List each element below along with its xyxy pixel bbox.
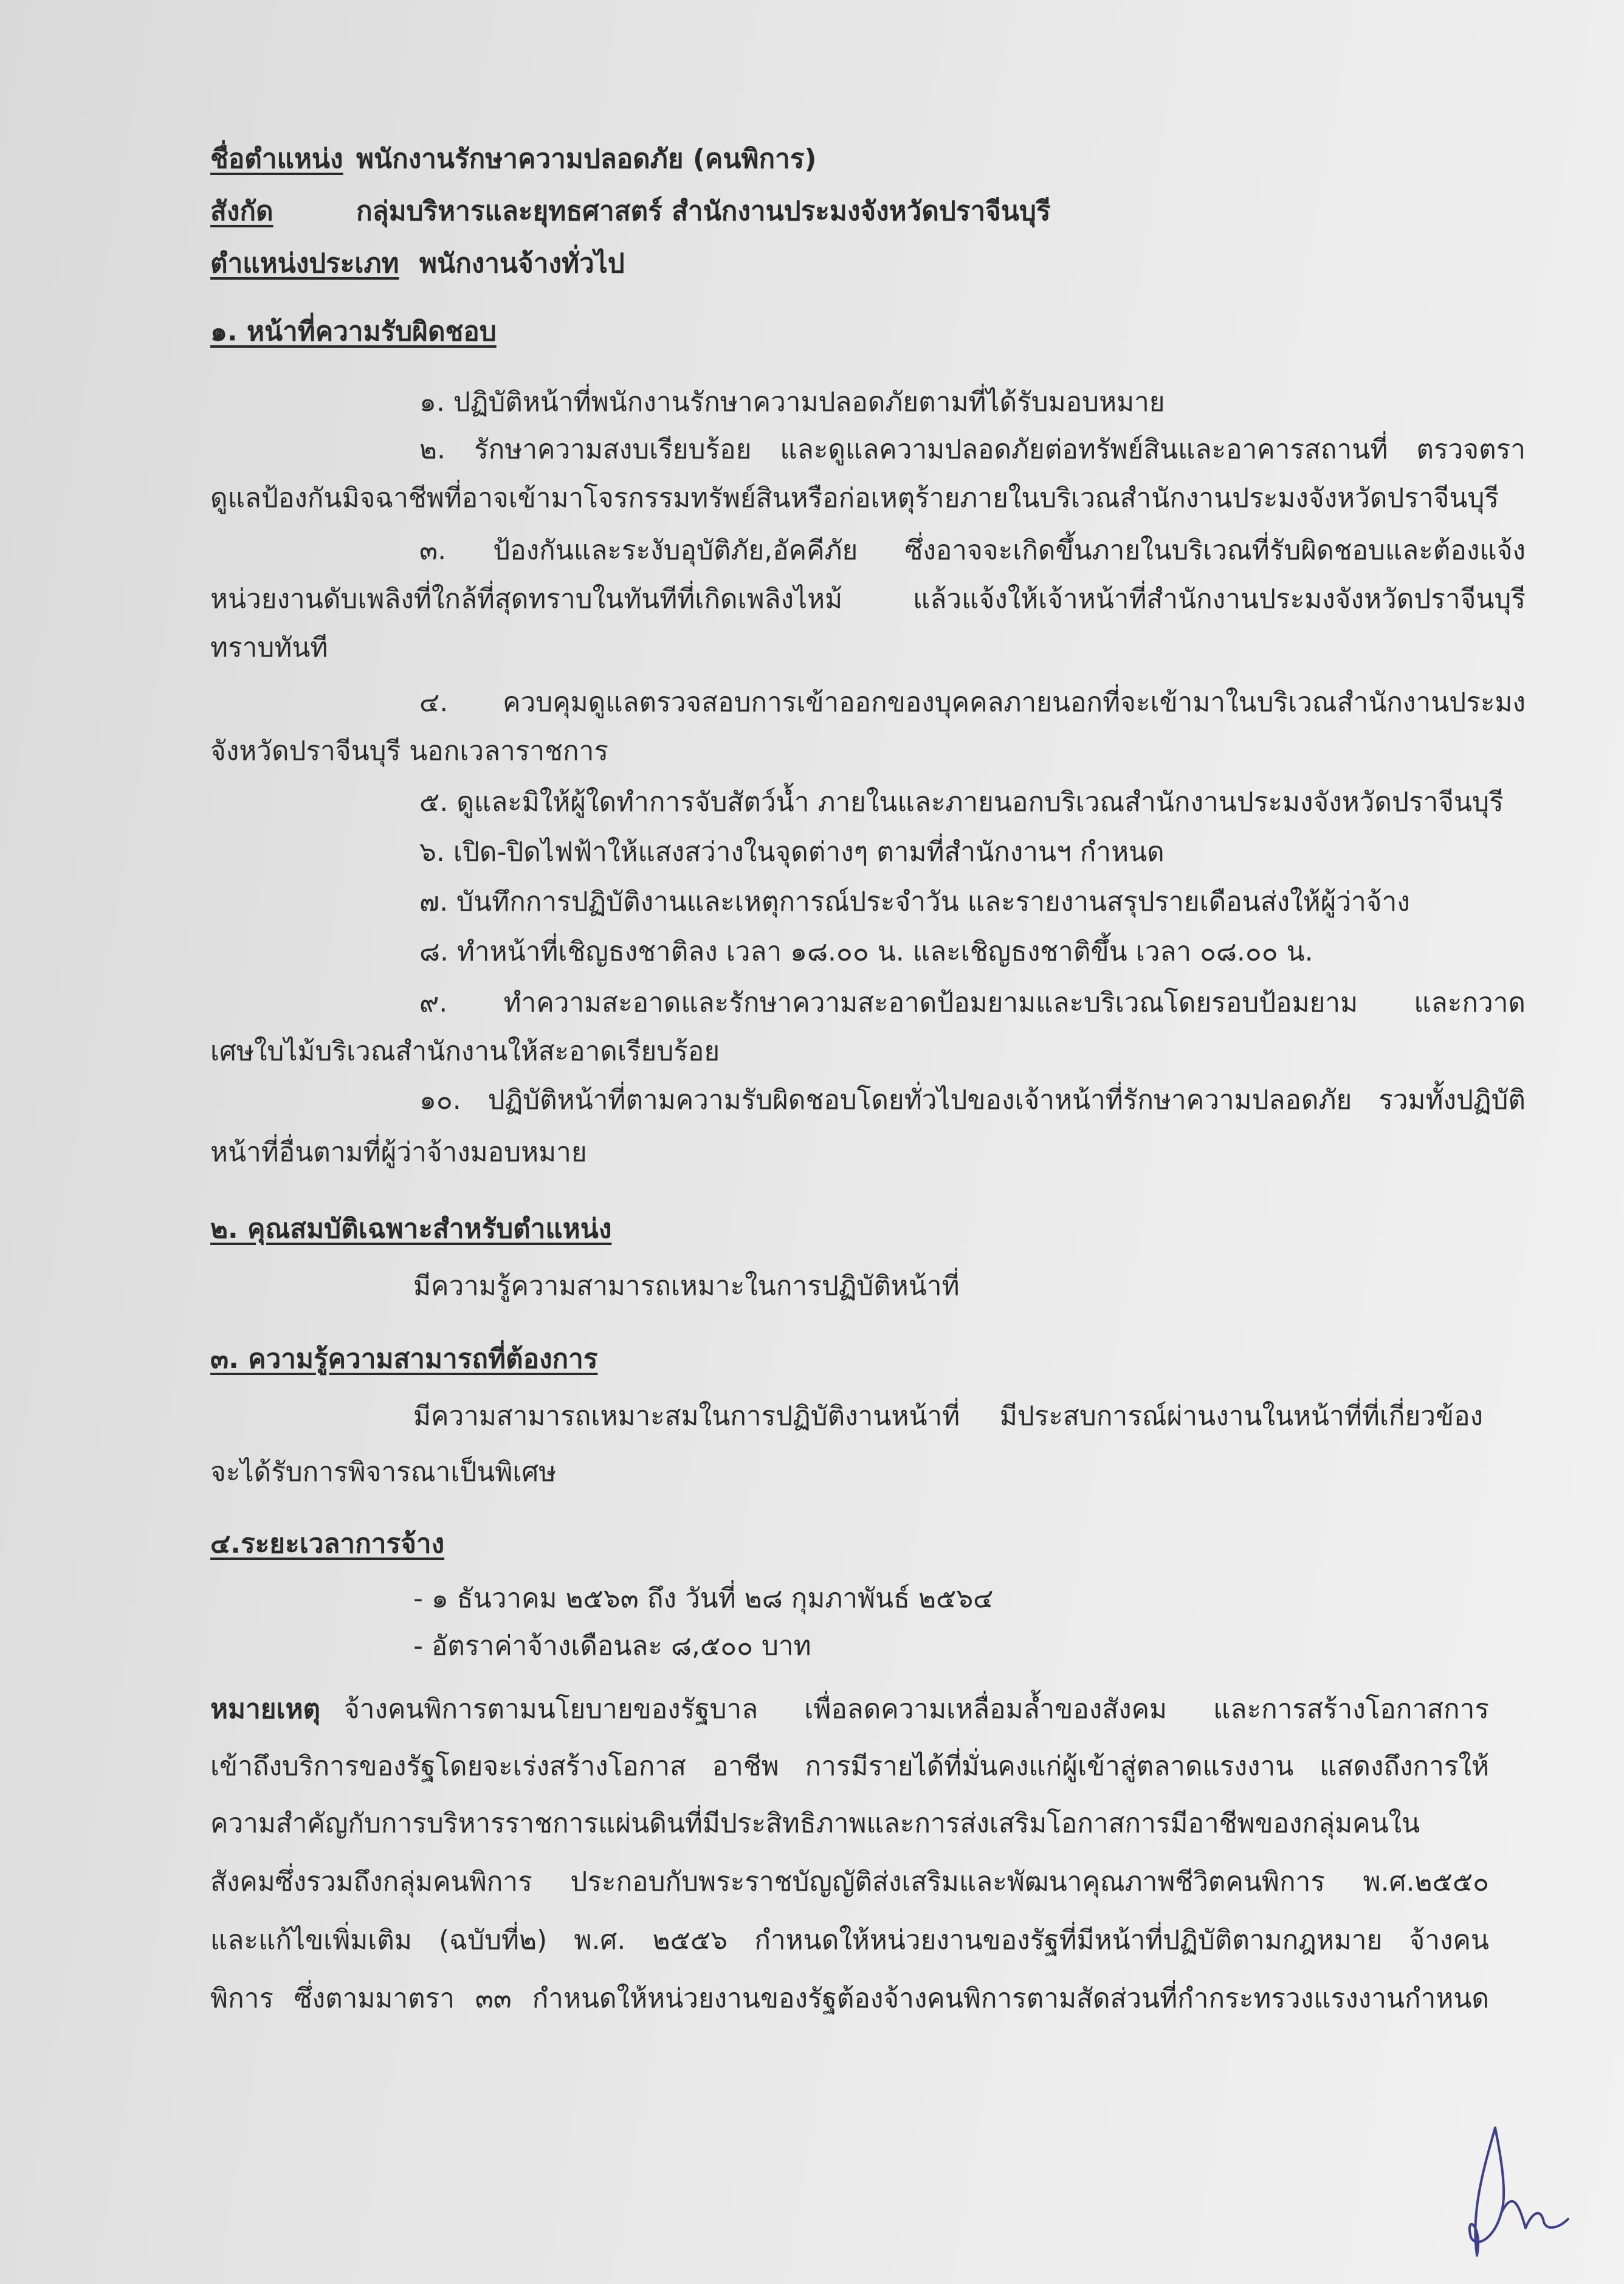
note-label: หมายเหตุ (210, 1694, 321, 1725)
section1-item4-line2: จังหวัดปราจีนบุรี นอกเวลาราชการ (210, 736, 608, 767)
position-value: พนักงานรักษาความปลอดภัย (คนพิการ) (356, 143, 817, 174)
handwritten-signature (1459, 2122, 1580, 2262)
section1-item2-line1: ๒. รักษาความสงบเรียบร้อย และดูแลความปลอดภัยต่อทรัพย์สินและอาคารสถานที่ ตรวจตรา (419, 434, 1526, 465)
note-line2: เข้าถึงบริการของรัฐโดยจะเร่งสร้างโอกาส อาชีพ การมีรายได้ที่มั่นคงแก่ผู้เข้าสู่ตลาดแรงงาน แสดงถึงการให้ (210, 1751, 1489, 1782)
position-label: ชื่อตำแหน่ง (210, 143, 343, 174)
note-line5: และแก้ไขเพิ่มเติม (ฉบับที่๒) พ.ศ. ๒๕๕๖ กำหนดให้หน่วยงานของรัฐที่มีหน้าที่ปฏิบัติตามกฎหมาย จ้างคน (210, 1925, 1489, 1956)
section3-body-line1: มีความสามารถเหมาะสมในการปฏิบัติงานหน้าที่ มีประสบการณ์ผ่านงานในหน้าที่ที่เกี่ยวข้อง (413, 1401, 1483, 1432)
section2-heading: ๒. คุณสมบัติเฉพาะสำหรับตำแหน่ง (210, 1213, 612, 1244)
note-line3: ความสำคัญกับการบริหารราชการแผ่นดินที่มีประสิทธิภาพและการส่งเสริมโอกาสการมีอาชีพของกลุ่มคนใน (210, 1808, 1420, 1839)
note-line4: สังคมซึ่งรวมถึงกลุ่มคนพิการ ประกอบกับพระราชบัญญัติส่งเสริมและพัฒนาคุณภาพชีวิตคนพิการ พ.ศ.๒๕๕๐ (210, 1866, 1489, 1897)
type-label: ตำแหน่งประเภท (210, 248, 399, 279)
section1-item3-line1: ๓. ป้องกันและระงับอุบัติภัย,อัคคีภัย ซึ่งอาจจะเกิดขึ้นภายในบริเวณที่รับผิดชอบและต้องแจ้ง (419, 535, 1526, 566)
section1-item1: ๑. ปฏิบัติหน้าที่พนักงานรักษาความปลอดภัยตามที่ได้รับมอบหมาย (419, 387, 1165, 418)
section1-item5: ๕. ดูและมิให้ผู้ใดทำการจับสัตว์น้ำ ภายในและภายนอกบริเวณสำนักงานประมงจังหวัดปราจีนบุรี (419, 787, 1504, 818)
note-line6: พิการ ซึ่งตามมาตรา ๓๓ กำหนดให้หน่วยงานของรัฐต้องจ้างคนพิการตามสัดส่วนที่กำกระทรวงแรงงานกำหนด (210, 1983, 1489, 2014)
section1-item10-line2: หน้าที่อื่นตามที่ผู้ว่าจ้างมอบหมาย (210, 1137, 587, 1168)
section1-item3-line3: ทราบทันที (210, 632, 328, 663)
section1-item9-line2: เศษใบไม้บริเวณสำนักงานให้สะอาดเรียบร้อย (210, 1036, 720, 1067)
type-value: พนักงานจ้างทั่วไป (419, 248, 625, 279)
section1-heading: ๑. หน้าที่ความรับผิดชอบ (210, 316, 497, 347)
section4-item2: - อัตราค่าจ้างเดือนละ ๘,๕๐๐ บาท (413, 1630, 811, 1661)
section2-body: มีความรู้ความสามารถเหมาะในการปฏิบัติหน้าที่ (413, 1271, 960, 1302)
section1-item6: ๖. เปิด-ปิดไฟฟ้าให้แสงสว่างในจุดต่างๆ ตามที่สำนักงานฯ กำหนด (419, 837, 1165, 868)
section1-item9-line1: ๙. ทำความสะอาดและรักษาความสะอาดป้อมยามและบริเวณโดยรอบป้อมยาม และกวาด (419, 987, 1526, 1018)
section3-body-line2: จะได้รับการพิจารณาเป็นพิเศษ (210, 1457, 557, 1488)
section1-item3-line2: หน่วยงานดับเพลิงที่ใกล้ที่สุดทราบในทันทีที่เกิดเพลิงไหม้ แล้วแจ้งให้เจ้าหน้าที่สำนักงานประมงจังหวัดปราจีนบุรี (210, 584, 1526, 615)
section1-item7: ๗. บันทึกการปฏิบัติงานและเหตุการณ์ประจำวัน และรายงานสรุปรายเดือนส่งให้ผู้ว่าจ้าง (419, 886, 1410, 917)
section1-item10-line1: ๑๐. ปฏิบัติหน้าที่ตามความรับผิดชอบโดยทั่วไปของเจ้าหน้าที่รักษาความปลอดภัย รวมทั้งปฏิบัติ (419, 1085, 1526, 1116)
department-value: กลุ่มบริหารและยุทธศาสตร์ สำนักงานประมงจังหวัดปราจีนบุรี (356, 196, 1051, 227)
section3-heading: ๓. ความรู้ความสามารถที่ต้องการ (210, 1344, 598, 1375)
section1-item4-line1: ๔. ควบคุมดูแลตรวจสอบการเข้าออกของบุคคลภายนอกที่จะเข้ามาในบริเวณสำนักงานประมง (419, 687, 1526, 718)
section4-heading: ๔.ระยะเวลาการจ้าง (210, 1528, 445, 1559)
section1-item2-line2: ดูแลป้องกันมิจฉาชีพที่อาจเข้ามาโจรกรรมทรัพย์สินหรือก่อเหตุร้ายภายในบริเวณสำนักงานประมงจังหวัดปราจีนบุรี (210, 483, 1499, 514)
note-line1: จ้างคนพิการตามนโยบายของรัฐบาล เพื่อลดความเหลื่อมล้ำของสังคม และการสร้างโอกาสการ (344, 1694, 1489, 1725)
section4-item1: - ๑ ธันวาคม ๒๕๖๓ ถึง วันที่ ๒๘ กุมภาพันธ์ ๒๕๖๔ (413, 1583, 994, 1614)
section1-item8: ๘. ทำหน้าที่เชิญธงชาติลง เวลา ๑๘.๐๐ น. และเชิญธงชาติขึ้น เวลา ๐๘.๐๐ น. (419, 936, 1313, 967)
department-label: สังกัด (210, 196, 274, 227)
